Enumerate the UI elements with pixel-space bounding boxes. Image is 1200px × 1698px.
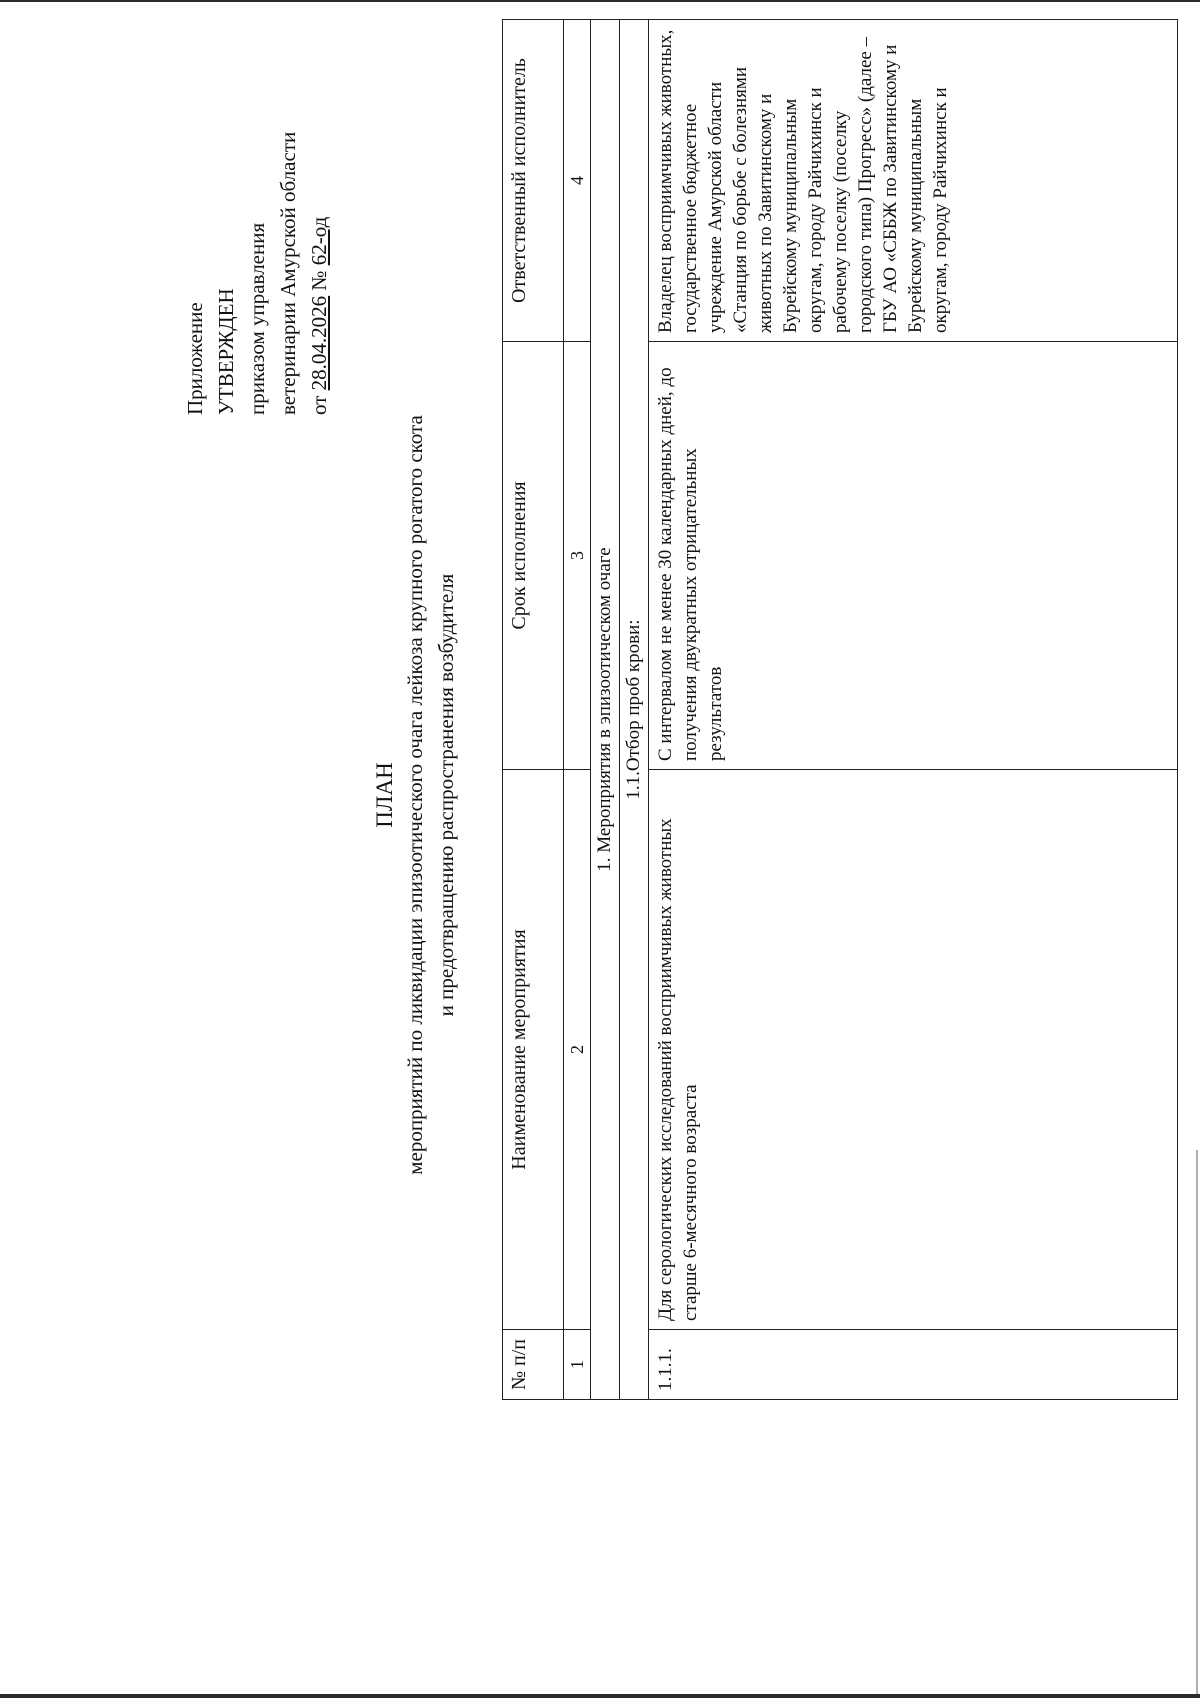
column-number-4: 4 [564, 20, 591, 342]
plan-table [502, 19, 1178, 1400]
approval-appendix: Приложение [183, 302, 207, 415]
row-name: Для серологических исследований восприимчивых животных старше 6-месячного возраста [649, 770, 1178, 1330]
approval-date-line [304, 0, 335, 415]
header-name: Наименование мероприятия [503, 770, 564, 1330]
approval-date-prefix: от [307, 390, 331, 415]
approval-block [180, 0, 335, 415]
approval-number: 62-од [307, 216, 331, 266]
plan-subtitle-line2: и предотвращению распространения возбудителя [434, 573, 458, 1017]
row-deadline: С интервалом не менее 30 календарных дней, до получения двукратных отрицательных результатов [649, 342, 1178, 770]
scan-edge-right [1196, 1150, 1198, 1698]
rotated-page [30, 29, 1170, 1545]
table-row [649, 20, 1178, 1400]
column-number-2: 2 [564, 770, 591, 1330]
approval-number-sign: № [307, 265, 331, 296]
header-deadline: Срок исполнения [503, 342, 564, 770]
subsection-row [620, 20, 649, 1400]
subsection-title: 1.1.Отбор проб крови: [620, 20, 649, 1400]
approval-order: приказом управления [245, 222, 269, 415]
scan-edge-bottom [0, 1694, 1200, 1698]
column-number-3: 3 [564, 342, 591, 770]
section-row [591, 20, 620, 1400]
plan-subtitle [400, 45, 462, 1545]
header-row [503, 20, 564, 1400]
plan-title: ПЛАН [372, 762, 397, 828]
row-number: 1.1.1. [649, 1330, 1178, 1400]
approval-approved: УТВЕРЖДЕН [214, 288, 238, 415]
plan-subtitle-line1: мероприятий по ликвидации эпизоотического очага лейкоза крупного рогатого скота [403, 415, 427, 1175]
approval-authority: ветеринарии Амурской области [276, 131, 300, 415]
row-responsible: Владелец восприимчивых животных, государственное бюджетное учреждение Амурской области «Станция по борьбе с болезнями животных по Завитинскому и Бурейскому муниципальным округам, городу Райчихинск и рабочему поселку (поселку городского типа) Прогресс» (далее – ГБУ АО «СББЖ по Завитинскому и Бурейскому муниципальным округам, городу Райчихинск и [649, 20, 1178, 342]
column-number-row [564, 20, 591, 1400]
column-number-1: 1 [564, 1330, 591, 1400]
header-responsible: Ответственный исполнитель [503, 20, 564, 342]
section-title: 1. Мероприятия в эпизоотическом очаге [591, 20, 620, 1400]
approval-date: 28.04.2026 [307, 295, 331, 391]
header-number: № п/п [503, 1330, 564, 1400]
